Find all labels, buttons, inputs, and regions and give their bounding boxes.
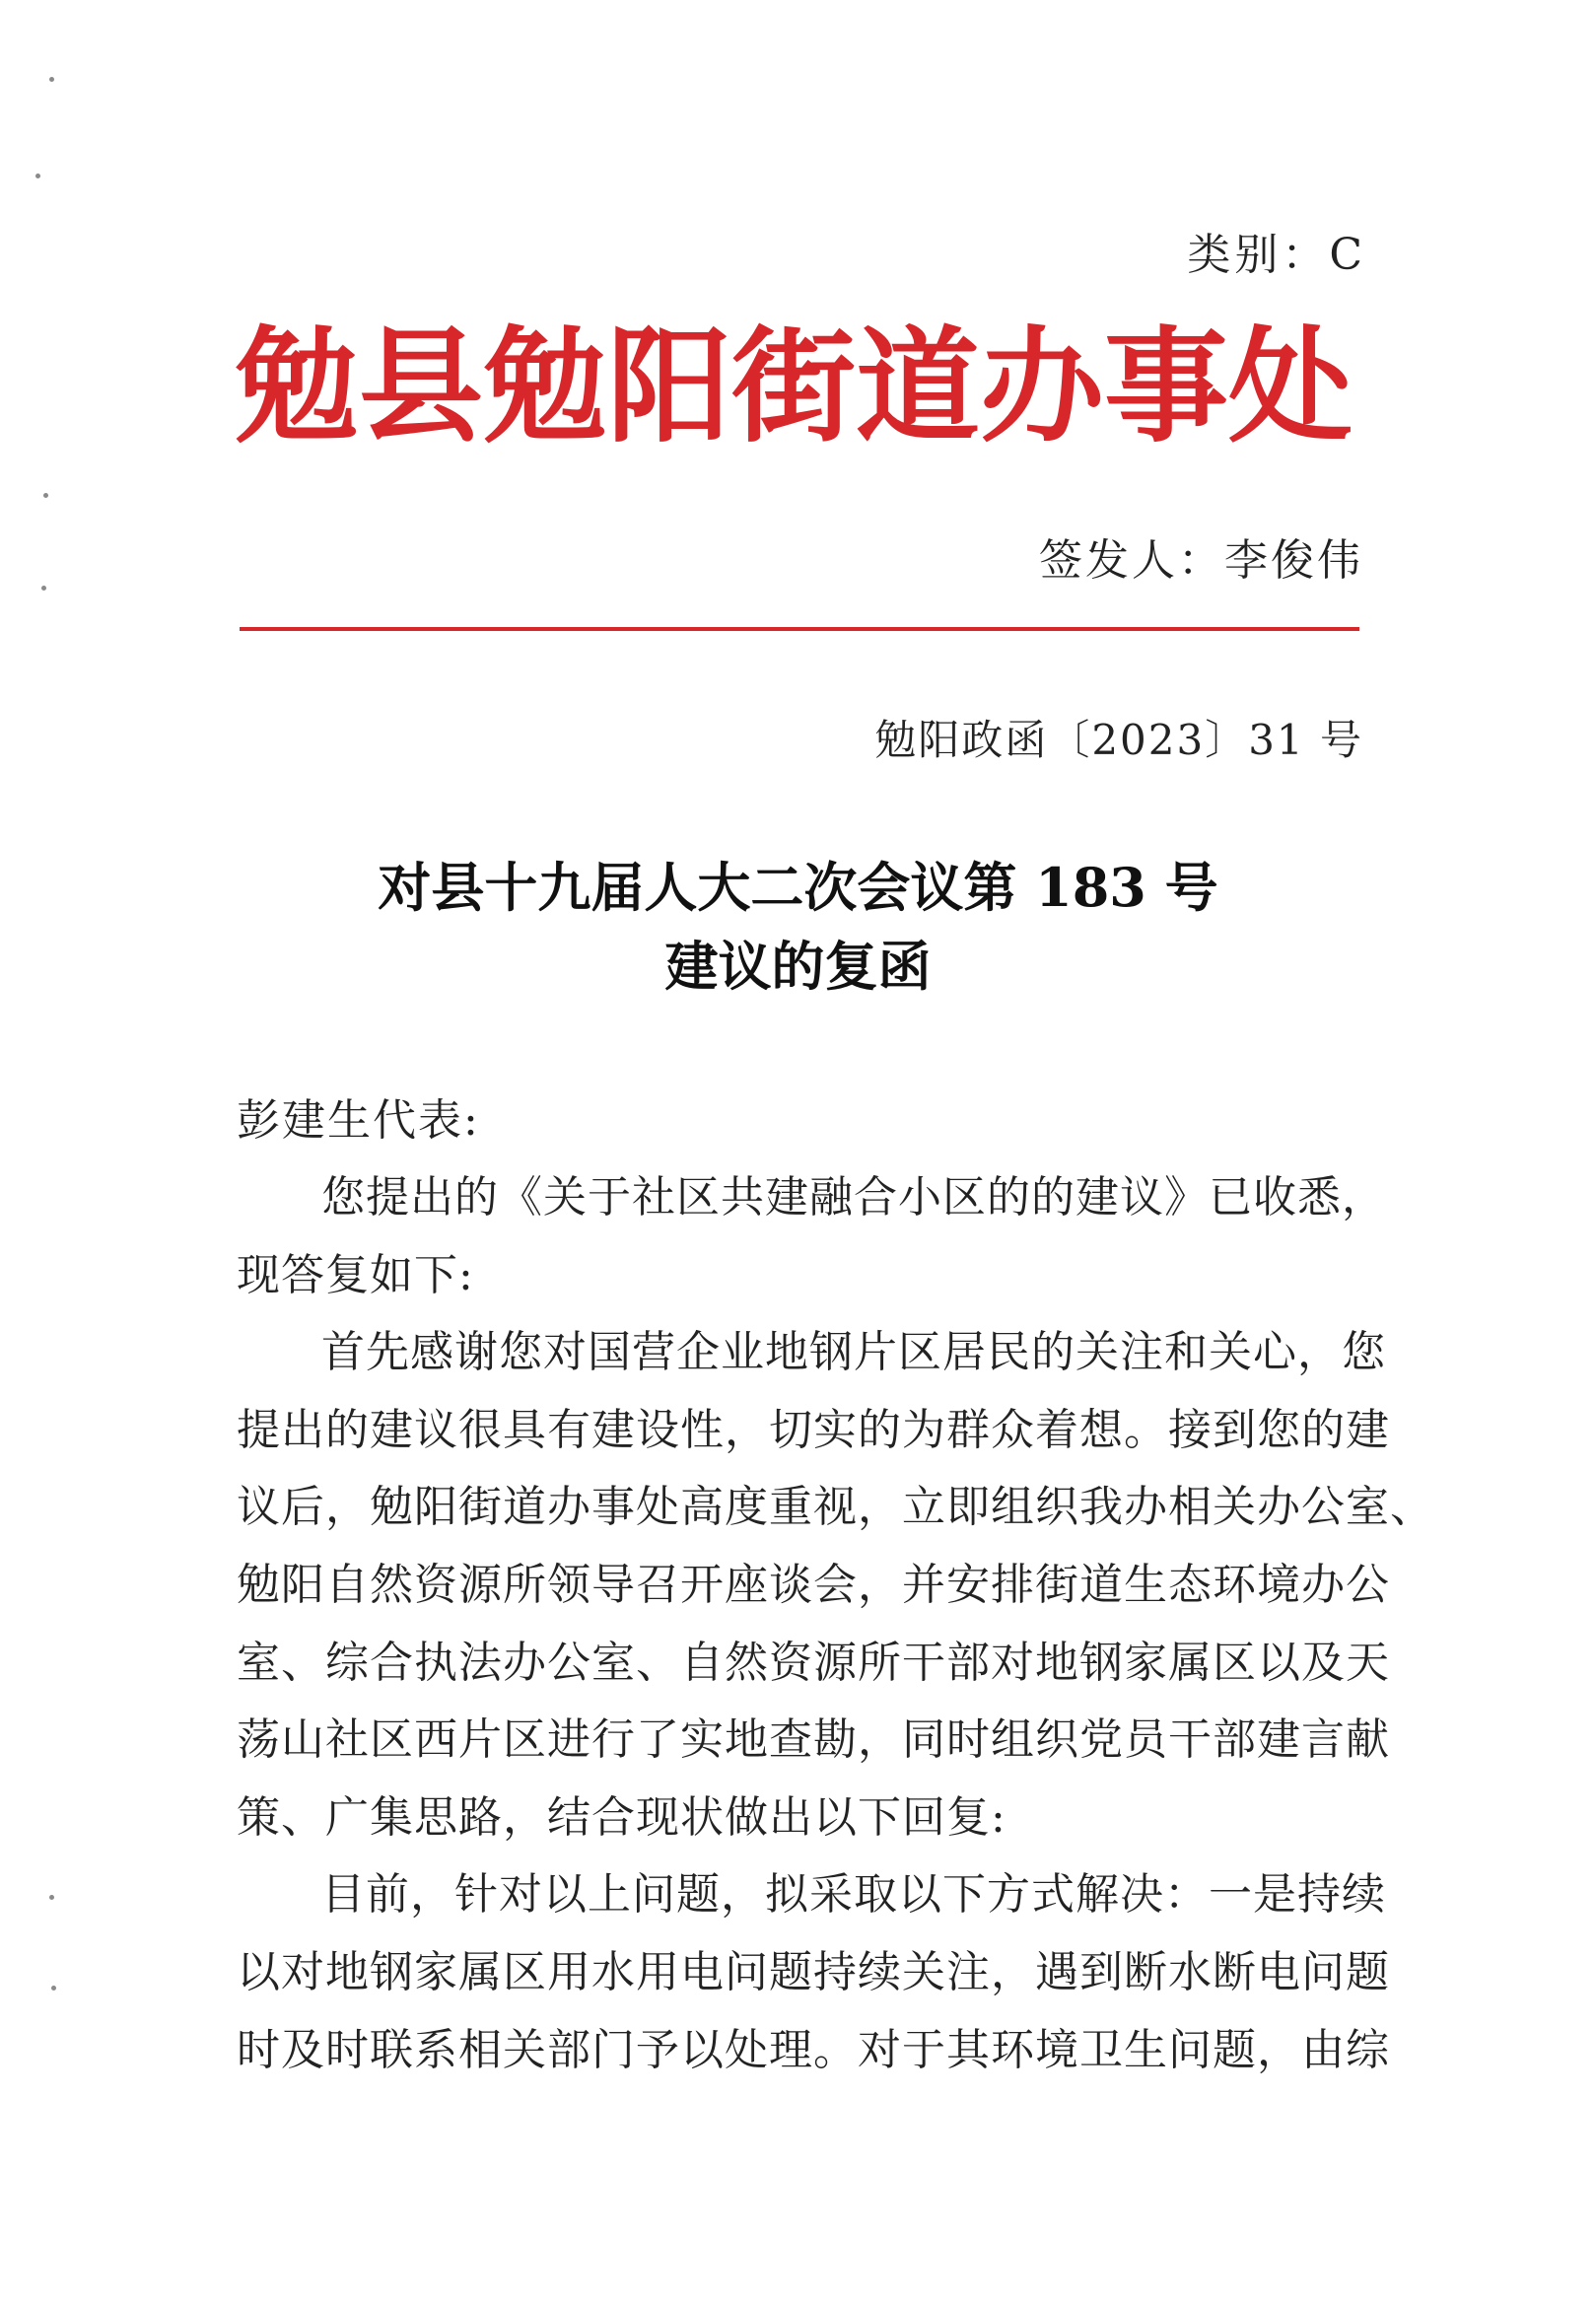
signer-label: 签发人：李俊伟 bbox=[1039, 535, 1363, 586]
body-line: 现答复如下: bbox=[237, 1249, 474, 1300]
salutation: 彭建生代表: bbox=[237, 1095, 480, 1146]
document-number: 勉阳政函〔2023〕31 号 bbox=[874, 716, 1363, 764]
scan-speck bbox=[35, 174, 40, 178]
body-line: 时及时联系相关部门予以处理。对于其环境卫生问题，由综 bbox=[237, 2024, 1390, 2075]
body-line: 室、综合执法办公室、自然资源所干部对地钢家属区以及天 bbox=[237, 1637, 1390, 1688]
body-line: 荡山社区西片区进行了实地查勘，同时组织党员干部建言献 bbox=[237, 1714, 1390, 1766]
body-line: 勉阳自然资源所领导召开座谈会，并安排街道生态环境办公 bbox=[237, 1560, 1390, 1610]
scan-speck bbox=[49, 77, 54, 82]
category-label: 类别：C bbox=[1187, 230, 1366, 280]
scan-speck bbox=[41, 586, 46, 591]
scan-speck bbox=[51, 1986, 56, 1991]
body-line: 策、广集思路，结合现状做出以下回复: bbox=[237, 1791, 1006, 1843]
body-line: 提出的建议很具有建设性，切实的为群众着想。接到您的建 bbox=[237, 1404, 1390, 1455]
issuing-organization-title: 勉县勉阳街道办事处 bbox=[235, 314, 1353, 459]
body-line: 以对地钢家属区用水用电问题持续关注，遇到断水断电问题 bbox=[237, 1947, 1390, 1997]
body-line: 您提出的《关于社区共建融合小区的的建议》已收悉， bbox=[321, 1172, 1386, 1223]
body-line: 首先感谢您对国营企业地钢片区居民的关注和关心，您 bbox=[321, 1327, 1386, 1378]
body-line: 目前，针对以上问题，拟采取以下方式解决：一是持续 bbox=[321, 1869, 1386, 1921]
document-title-line-2: 建议的复函 bbox=[664, 935, 932, 998]
red-separator-line bbox=[240, 627, 1359, 631]
body-line: 议后，勉阳街道办事处高度重视，立即组织我办相关办公室、 bbox=[237, 1482, 1434, 1533]
scan-speck bbox=[49, 1895, 54, 1900]
scan-speck bbox=[43, 493, 48, 498]
document-title-line-1: 对县十九届人大二次会议第 183 号 bbox=[378, 856, 1218, 919]
